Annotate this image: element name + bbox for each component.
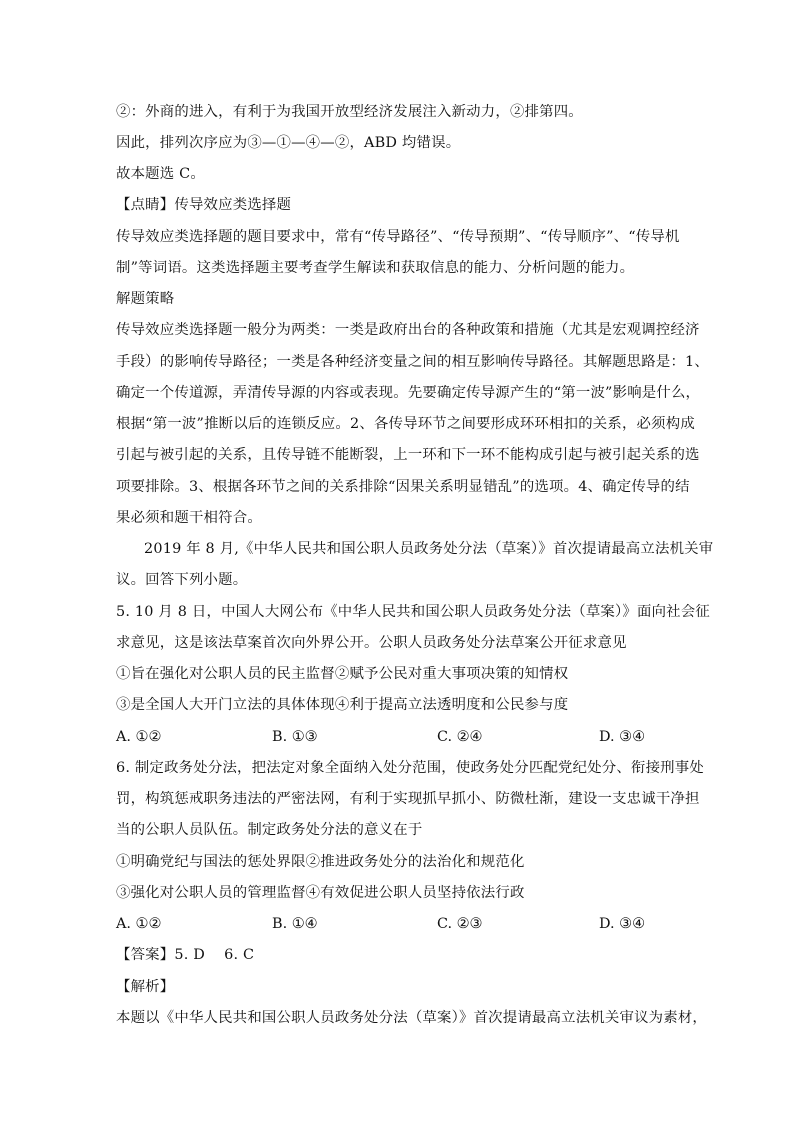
text-line: 当的公职人员队伍。制定政务处分法的意义在于 xyxy=(116,822,423,838)
question-5-stem: 5. 10 月 8 日，中国人大网公布《中华人民共和国公职人员政务处分法（草案）》面向社会征 xyxy=(116,604,710,620)
section-heading-strategy: 解题策略 xyxy=(116,291,175,307)
q5-option-b: B. ①③ xyxy=(272,729,318,745)
q5-option-d: D. ③④ xyxy=(599,729,645,745)
text-line: 本题以《中华人民共和国公职人员政务处分法（草案）》首次提请最高立法机关审议为素材， xyxy=(116,1010,708,1026)
text-line: 传导效应类选择题的题目要求中，常有“传导路径”、“传导预期”、“传导顺序”、“传导机 xyxy=(116,229,680,245)
q6-option-d: D. ③④ xyxy=(599,916,645,932)
q6-option-a: A. ①② xyxy=(116,916,162,932)
text-line: ②：外商的进入，有利于为我国开放型经济发展注入新动力，②排第四。 xyxy=(116,104,583,120)
text-line: 求意见，这是该法草案首次向外界公开。公职人员政务处分法草案公开征求意见 xyxy=(116,635,627,651)
text-line: 传导效应类选择题一般分为两类：一类是政府出台的各种政策和措施（尤其是宏观调控经济 xyxy=(116,322,700,338)
q6-option-b: B. ①④ xyxy=(272,916,318,932)
question-6-statements: ③强化对公职人员的管理监督④有效促进公职人员坚持依法行政 xyxy=(116,885,525,901)
text-line: 根据“第一波”推断以后的连锁反应。2、各传导环节之间要形成环环相扣的关系，必须构成 xyxy=(116,416,695,432)
text-line: 果必须和题干相符合。 xyxy=(116,510,262,526)
question-5-statements: ③是全国人大开门立法的具体体现④利于提高立法透明度和公民参与度 xyxy=(116,697,569,713)
q6-option-c: C. ②③ xyxy=(437,916,483,932)
question-5-statements: ①旨在强化对公职人员的民主监督②赋予公民对重大事项决策的知情权 xyxy=(116,666,569,682)
text-line: 因此，排列次序应为③—①—④—②，ABD 均错误。 xyxy=(116,135,461,151)
text-line: 制”等词语。这类选择题主要考查学生解读和获取信息的能力、分析问题的能力。 xyxy=(116,260,635,276)
q5-option-c: C. ②④ xyxy=(437,729,483,745)
text-line: 手段）的影响传导路径；一类是各种经济变量之间的相互影响传导路径。其解题思路是：1、 xyxy=(116,354,709,370)
material-intro: 2019 年 8 月,《中华人民共和国公职人员政务处分法（草案）》首次提请最高立法机关审 xyxy=(144,541,714,557)
q5-option-a: A. ①② xyxy=(116,729,162,745)
text-line: 引起与被引起的关系，且传导链不能断裂，上一环和下一环不能构成引起与被引起关系的选 xyxy=(116,447,700,463)
text-line: 确定一个传道源，弄清传导源的内容或表现。先要确定传导源产生的“第一波”影响是什么， xyxy=(116,385,701,401)
question-6-stem: 6. 制定政务处分法，把法定对象全面纳入处分范围，使政务处分匹配党纪处分、衔接刑事处 xyxy=(116,760,704,776)
text-line: 故本题选 C。 xyxy=(116,166,205,182)
text-line: 项要排除。3、根据各环节之间的关系排除“因果关系明显错乱”的选项。4、确定传导的结 xyxy=(116,479,690,495)
text-line: 议。回答下列小题。 xyxy=(116,572,248,588)
text-line: 罚，构筑惩戒职务违法的严密法网，有利于实现抓早抓小、防微杜渐，建设一支忠诚干净担 xyxy=(116,791,700,807)
answer-line: 【答案】5. D 6. C xyxy=(116,947,255,963)
question-6-statements: ①明确党纪与国法的惩处界限②推进政务处分的法治化和规范化 xyxy=(116,854,525,870)
analysis-heading: 【解析】 xyxy=(116,979,175,995)
section-heading-dianjing: 【点睛】传导效应类选择题 xyxy=(116,197,292,213)
